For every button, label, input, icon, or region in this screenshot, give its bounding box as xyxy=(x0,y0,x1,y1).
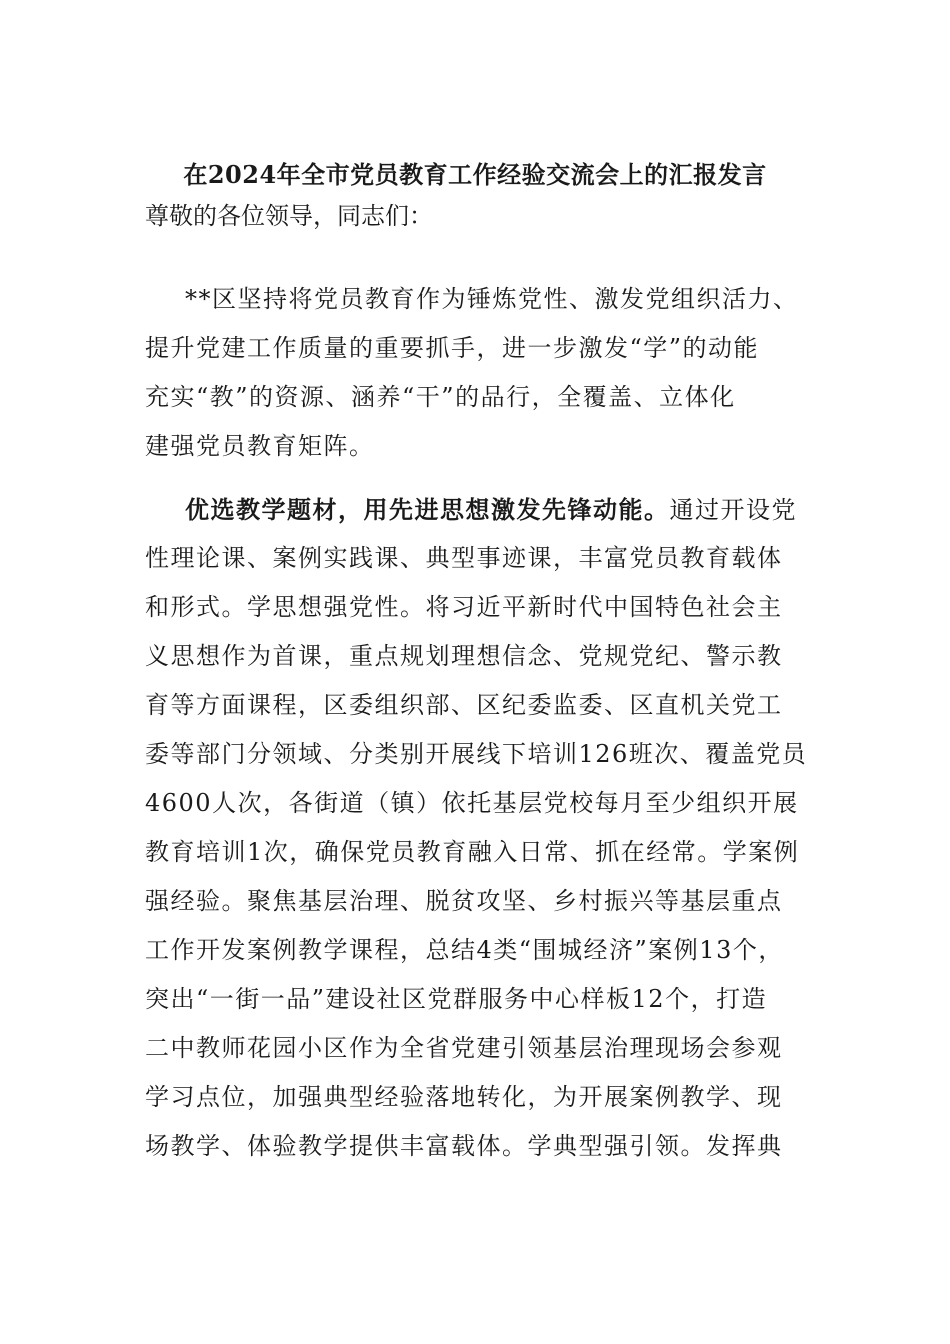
paragraph-line xyxy=(145,485,810,534)
paragraph-line: 义思想作为首课，重点规划理想信念、党规党纪、警示教 xyxy=(145,642,783,670)
paragraph-line: 性理论课、案例实践课、典型事迹课，丰富党员教育载体 xyxy=(145,544,783,572)
paragraph-line: 工作开发案例教学课程，总结4类“围城经济”案例13个， xyxy=(145,936,784,964)
paragraph-line: 育等方面课程，区委组织部、区纪委监委、区直机关党工 xyxy=(145,691,783,719)
paragraph-line: 和形式。学思想强党性。将习近平新时代中国特色社会主 xyxy=(145,593,783,621)
paragraph-section-1 xyxy=(145,485,810,1171)
section-heading: 优选教学题材，用先进思想激发先锋动能。 xyxy=(185,495,670,524)
paragraph-line: 二中教师花园小区作为全省党建引领基层治理现场会参观 xyxy=(145,1034,783,1062)
paragraph-line: 委等部门分领域、分类别开展线下培训126班次、覆盖党员 xyxy=(145,740,808,768)
paragraph-text: 通过开设党 xyxy=(669,496,797,524)
paragraph-line: 充实“教”的资源、涵养“干”的品行，全覆盖、立体化 xyxy=(145,383,736,411)
paragraph-line: 4600人次，各街道（镇）依托基层党校每月至少组织开展 xyxy=(145,789,799,817)
paragraph-line: 学习点位，加强典型经验落地转化，为开展案例教学、现 xyxy=(145,1083,783,1111)
salutation: 尊敬的各位领导，同志们： xyxy=(145,202,433,230)
paragraph-intro xyxy=(145,275,810,471)
paragraph-line: 突出“一街一品”建设社区党群服务中心样板12个，打造 xyxy=(145,985,768,1013)
paragraph-line: 场教学、体验教学提供丰富载体。学典型强引领。发挥典 xyxy=(145,1132,783,1160)
paragraph-line: 提升党建工作质量的重要抓手，进一步激发“学”的动能 xyxy=(145,334,760,362)
paragraph-line: 教育培训1次，确保党员教育融入日常、抓在经常。学案例 xyxy=(145,838,800,866)
paragraph-line: **区坚持将党员教育作为锤炼党性、激发党组织活力、 xyxy=(185,285,799,313)
paragraph-line: 强经验。聚焦基层治理、脱贫攻坚、乡村振兴等基层重点 xyxy=(145,887,783,915)
paragraph-line: 建强党员教育矩阵。 xyxy=(145,432,375,460)
document-title: 在2024年全市党员教育工作经验交流会上的汇报发言 xyxy=(183,160,767,189)
